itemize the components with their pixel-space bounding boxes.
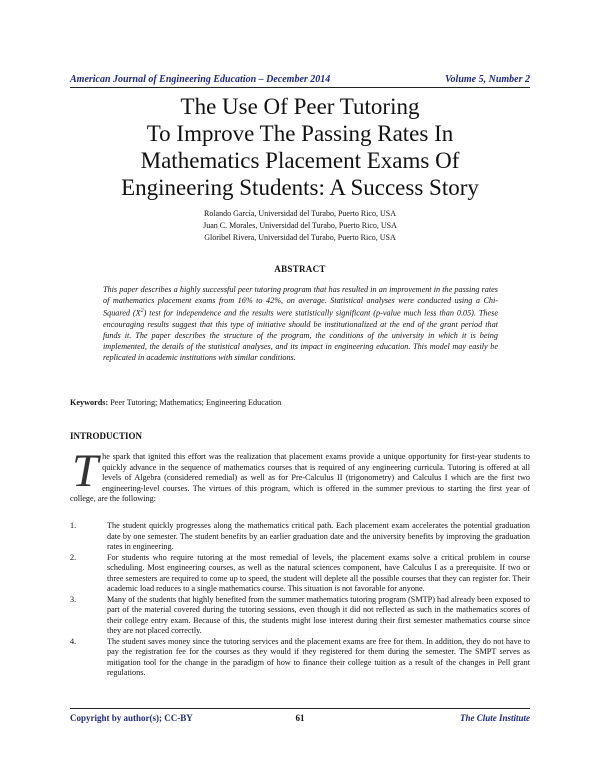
drop-cap: T — [72, 445, 99, 497]
abstract-heading: ABSTRACT — [274, 264, 326, 274]
chi-squared-superscript: 2 — [140, 308, 144, 314]
virtues-list — [70, 521, 530, 679]
publisher-name: The Clute Institute — [459, 713, 530, 723]
copyright-notice: Copyright by author(s); CC-BY — [70, 713, 193, 723]
list-item — [70, 521, 530, 553]
running-header — [70, 71, 530, 88]
author-list — [60, 208, 540, 244]
list-number: 2. — [70, 552, 77, 562]
author: Rolando García, Universidad del Turabo, Puerto Rico, USA — [204, 209, 396, 218]
journal-name: American Journal of Engineering Education – December 2014 — [70, 74, 331, 85]
list-text: For students who require tutoring at the most remedial of levels, the placement exams solve a critical problem in course scheduling. Most engineering courses, as well as the natural sciences component, have Calculus I as a prerequisite. If two or three semesters are required to come up to speed, the student will deplete all the possible courses that they can register for. Their academic load reduces to a single mathematics course. This situation is not favorable for anyone. — [107, 552, 530, 593]
title-line: Mathematics Placement Exams Of — [140, 148, 460, 173]
list-text: The student quickly progresses along the mathematics critical path. Each placement exam accelerates the potential graduation date by one semester. The student benefits by an earlier graduation date and the university benefits by improving the graduation rates in engineering. — [107, 521, 530, 551]
abstract-text-part: This paper describes a highly successful peer tutoring program that has resulted in an improvement in the passing rates of mathematics placement exams from 16% to 42%, on average. Statistical analyses were conducted using a Chi-Squared (X — [103, 285, 498, 318]
title-line: Engineering Students: A Success Story — [121, 175, 479, 200]
page-number: 61 — [295, 713, 305, 723]
list-number: 4. — [70, 636, 77, 646]
author: Gloribel Rivera, Universidad del Turabo, Puerto Rico, USA — [204, 233, 396, 242]
paper-title — [60, 93, 540, 201]
title-line: The Use Of Peer Tutoring — [180, 94, 420, 119]
list-number: 3. — [70, 594, 77, 604]
list-item — [70, 637, 530, 679]
introduction-text: he spark that ignited this effort was the realization that placement exams provide a unique opportunity for first-year students to quickly advance in the sequence of mathematics courses that is required of any engineering curricula. Tutoring is offered at all levels of Algebra (considered remedial) as well as for Pre-Calculus II (trigonometry) and Calculus I which are the first two engineering-level courses. The virtues of this program, which is offered in the summer previous to starting the first year of college, are the following: — [70, 452, 530, 503]
page-footer — [70, 708, 530, 726]
section-heading-introduction: INTRODUCTION — [70, 431, 143, 441]
list-item — [70, 553, 530, 595]
keywords — [70, 397, 530, 408]
list-number: 1. — [70, 521, 77, 530]
volume-number: Volume 5, Number 2 — [444, 74, 530, 85]
keywords-label: Keywords: — [70, 398, 109, 407]
abstract-text-part: ) test for independence and the results were statistically significant (p-value much less than 0.05). These encouraging results suggest that this type of initiative should be institutionalized at the end of the grant period that funds it. The paper describes the structure of the program, the conditions of the university in which it is being implemented, the details of the statistical analyses, and its impact in engineering education. This model may easily be replicated in academic institutions with similar conditions. — [103, 308, 498, 362]
list-item — [70, 595, 530, 637]
list-text: Many of the students that highly benefited from the summer mathematics tutoring program (SMTP) had already been exposed to part of the material covered during the tutoring sessions, even though it did not reflected as such in the mathematics scores of their college entry exam. Because of this, the students might lose interest during their first semester mathematics course since they are not placed correctly. — [107, 594, 530, 635]
introduction-paragraph — [70, 445, 530, 505]
list-text: The student saves money since the tutoring services and the placement exams are free for them. In addition, they do not have to pay the registration fee for the courses as they would if they registered for them during the semester. The SMPT serves as mitigation tool for the change in the paradigm of how to finance their college tuition as a result of the changes in Pell grant regulations. — [107, 636, 530, 677]
title-line: To Improve The Passing Rates In — [146, 121, 454, 146]
author: Juan C. Morales, Universidad del Turabo, Puerto Rico, USA — [203, 221, 397, 230]
keywords-text: Peer Tutoring; Mathematics; Engineering Education — [108, 398, 282, 407]
abstract-text — [103, 284, 498, 363]
